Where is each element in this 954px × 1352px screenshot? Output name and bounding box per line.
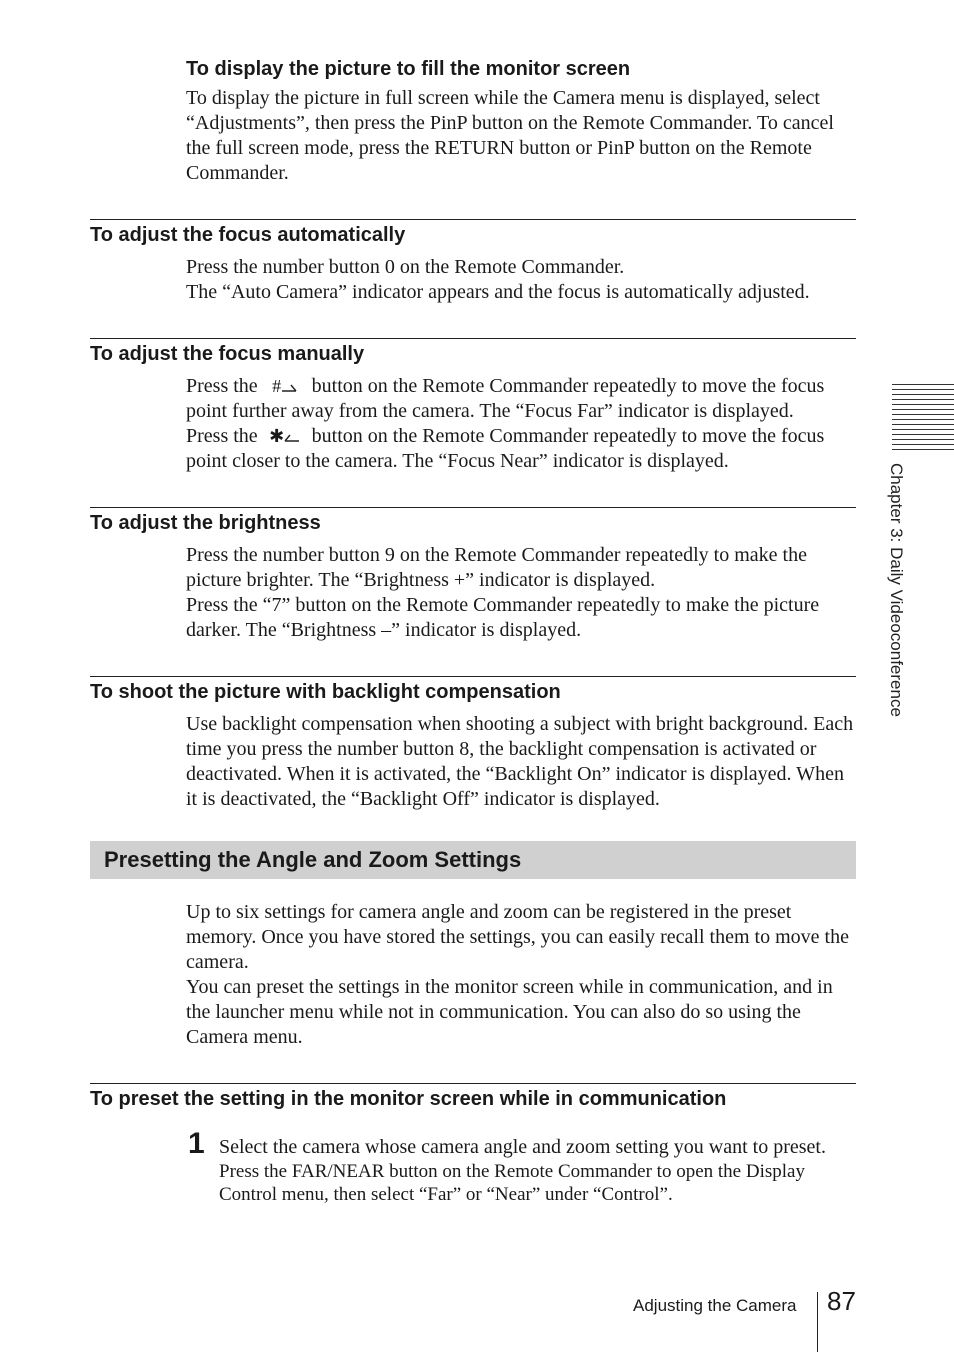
page-number: 87	[827, 1286, 856, 1316]
paragraph: Press the “7” button on the Remote Commander repeatedly to make the picture darker. The “Brightness –” indicator is displayed.	[186, 594, 820, 641]
auto-focus-text	[186, 255, 858, 305]
section-heading-brightness: To adjust the brightness	[90, 507, 856, 535]
manual-focus-text	[186, 374, 858, 474]
text: Press the	[186, 375, 258, 397]
intro-heading: To display the picture to fill the monitor screen	[186, 58, 631, 80]
section-banner: Presetting the Angle and Zoom Settings	[90, 841, 856, 879]
chapter-label: Chapter 3: Daily Videoconference	[887, 463, 906, 717]
step-number: 1	[188, 1127, 205, 1160]
section-heading-manual-focus: To adjust the focus manually	[90, 338, 856, 366]
paragraph: Press the number button 9 on the Remote Commander repeatedly to make the picture brighter. The “Brightness +” indicator is displayed.	[186, 544, 807, 591]
brightness-text	[186, 543, 858, 643]
text: button on the Remote Commander repeatedly to move the focus point further away from the camera. The “Focus Far” indicator is displayed.	[186, 375, 825, 422]
preset-intro-text	[186, 900, 858, 1050]
intro-paragraph: To display the picture in full screen while the Camera menu is displayed, select “Adjustments”, then press the PinP button on the Remote Commander. To cancel the full screen mode, press the RETURN button or PinP button on the Remote Commander.	[186, 87, 834, 184]
section-heading-backlight: To shoot the picture with backlight compensation	[90, 676, 856, 704]
backlight-text	[186, 712, 858, 812]
focus-far-icon: #	[263, 374, 307, 399]
text: Press the	[186, 425, 258, 447]
section-heading-preset-monitor: To preset the setting in the monitor screen while in communication	[90, 1083, 856, 1111]
focus-far-paragraph	[186, 374, 858, 424]
step-text-block	[219, 1135, 859, 1206]
paragraph: Up to six settings for camera angle and zoom can be registered in the preset memory. Once you have stored the settings, you can easily recall them to move the camera.	[186, 901, 849, 973]
paragraph: Press the number button 0 on the Remote Commander.	[186, 256, 625, 278]
step-subtext: Press the FAR/NEAR button on the Remote Commander to open the Display Control menu, then select “Far” or “Near” under “Control”.	[219, 1161, 805, 1205]
paragraph: The “Auto Camera” indicator appears and the focus is automatically adjusted.	[186, 281, 810, 303]
footer-section-label: Adjusting the Camera	[633, 1296, 797, 1315]
paragraph: You can preset the settings in the monitor screen while in communication, and in the launcher menu while not in communication. You can also do so using the Camera menu.	[186, 976, 833, 1048]
focus-near-paragraph	[186, 424, 858, 474]
paragraph: Use backlight compensation when shooting a subject with bright background. Each time you press the number button 8, the backlight compensation is activated or deactivated. When it is activated, the “Backlight On” indicator is displayed. When it is deactivated, the “Backlight Off” indicator is displayed.	[186, 713, 854, 810]
section-heading-auto-focus: To adjust the focus automatically	[90, 219, 856, 247]
text: button on the Remote Commander repeatedly to move the focus point closer to the camera. The “Focus Near” indicator is displayed.	[186, 425, 825, 472]
step-text: Select the camera whose camera angle and zoom setting you want to preset.	[219, 1136, 826, 1158]
footer-divider	[817, 1292, 818, 1352]
focus-near-icon: ✱	[263, 424, 307, 449]
chapter-tab-decoration	[892, 384, 954, 452]
intro-text-block	[186, 86, 858, 186]
